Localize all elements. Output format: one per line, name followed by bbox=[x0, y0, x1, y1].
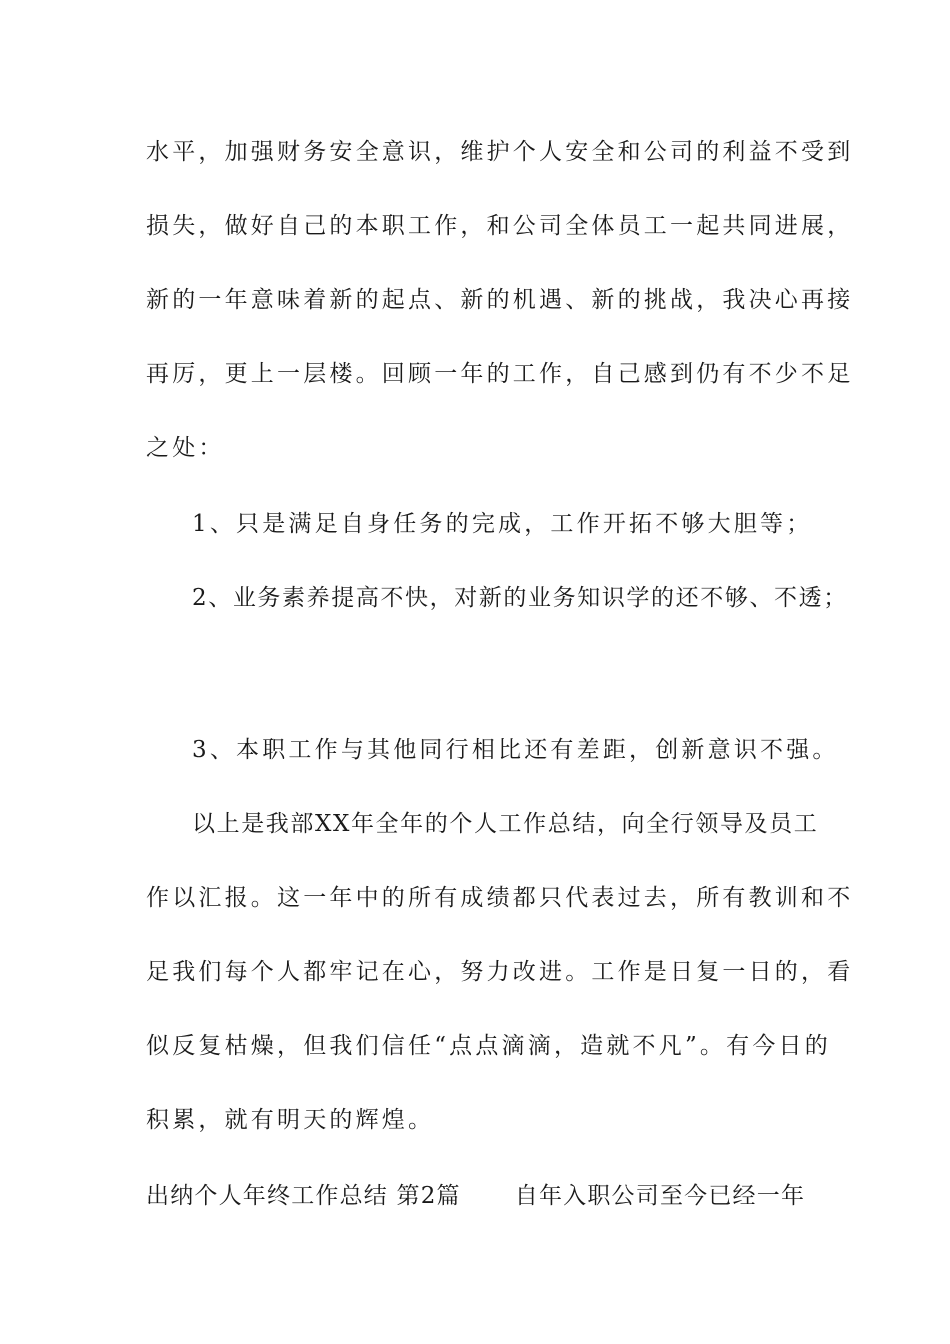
paragraph-line-1: 水平，加强财务安全意识，维护个人安全和公司的利益不受到 bbox=[146, 139, 854, 165]
paragraph-line-5: 之处： bbox=[146, 435, 225, 461]
conclusion-line-4: 似反复枯燥，但我们信任“点点滴滴，造就不凡”。有今日的 bbox=[146, 1033, 831, 1059]
list-item-2: 2、业务素养提高不快，对新的业务知识学的还不够、不透； bbox=[192, 585, 848, 611]
section-title: 出纳个人年终工作总结 第2篇 bbox=[146, 1183, 461, 1209]
paragraph-line-2: 损失，做好自己的本职工作，和公司全体员工一起共同进展， bbox=[146, 213, 854, 239]
conclusion-line-3: 足我们每个人都牢记在心，努力改进。工作是日复一日的，看 bbox=[146, 959, 854, 985]
list-item-1: 1、只是满足自身任务的完成，工作开拓不够大胆等； bbox=[192, 511, 813, 537]
paragraph-line-3: 新的一年意味着新的起点、新的机遇、新的挑战，我决心再接 bbox=[146, 287, 854, 313]
next-section-line bbox=[146, 1181, 805, 1211]
conclusion-line-5: 积累，就有明天的辉煌。 bbox=[146, 1107, 435, 1133]
conclusion-line-1: 以上是我部XX年全年的个人工作总结，向全行领导及员工 bbox=[192, 811, 819, 837]
conclusion-line-2: 作以汇报。这一年中的所有成绩都只代表过去，所有教训和不 bbox=[146, 885, 854, 911]
list-item-3: 3、本职工作与其他同行相比还有差距，创新意识不强。 bbox=[192, 737, 839, 763]
paragraph-line-4: 再厉，更上一层楼。回顾一年的工作，自己感到仍有不少不足 bbox=[146, 361, 854, 387]
section-opening: 自年入职公司至今已经一年 bbox=[514, 1183, 806, 1209]
